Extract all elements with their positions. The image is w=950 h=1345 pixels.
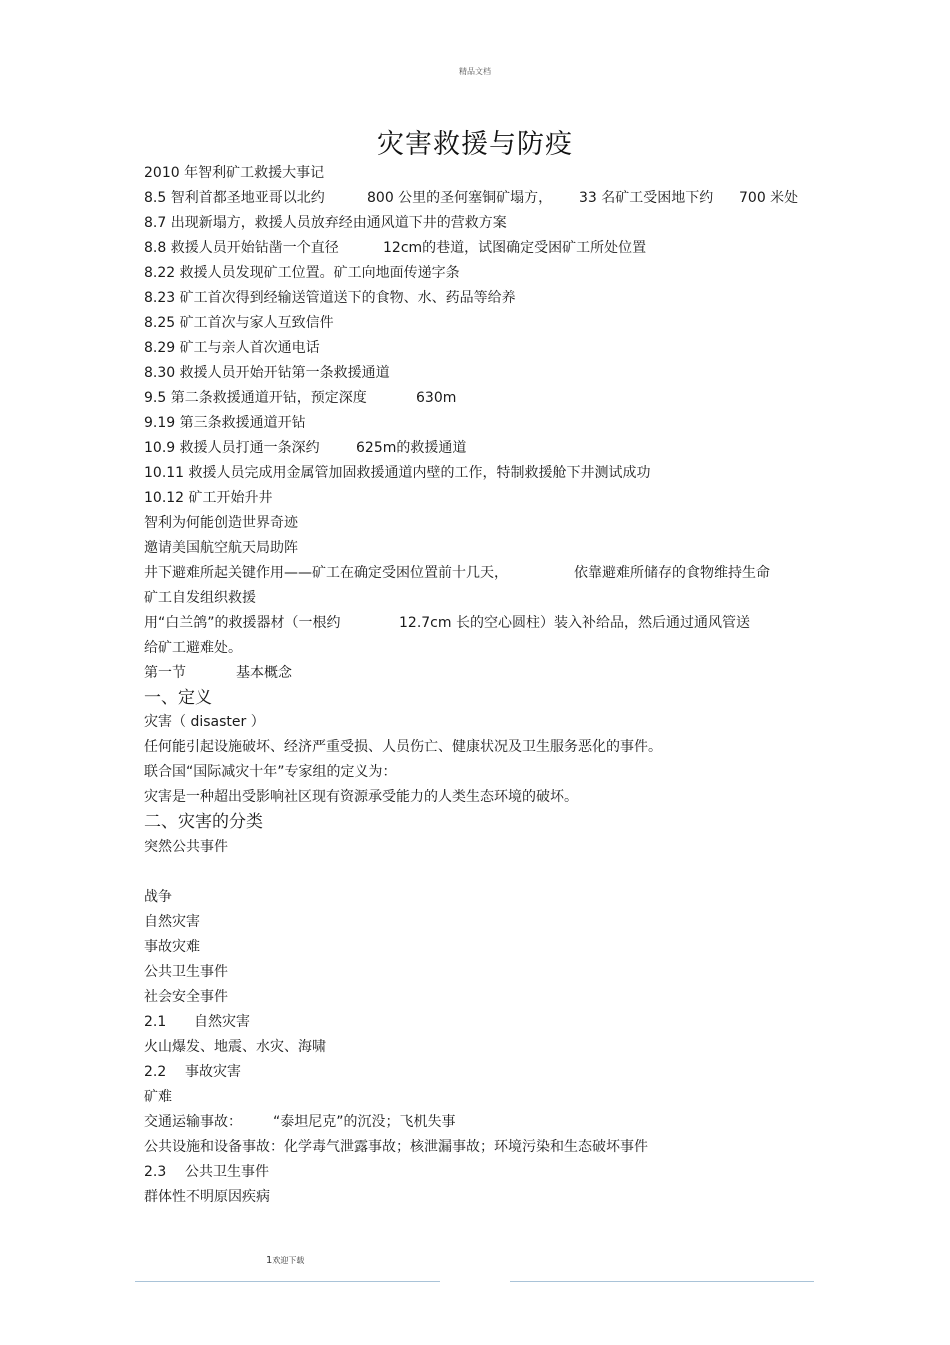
text-segment: 8.25 矿工首次与家人互致信件 [144, 315, 334, 331]
text-segment: 事故灾难 [144, 939, 200, 955]
text-segment: 10.11 救援人员完成用金属管加固救援通道内壁的工作，特制救援舱下井测试成功 [144, 465, 651, 481]
text-segment: 智利为何能创造世界奇迹 [144, 515, 298, 531]
text-segment: 2.3 [144, 1164, 167, 1180]
text-segment: 自然灾害 [144, 914, 200, 930]
text-segment: 二、灾害的分类 [144, 812, 263, 832]
text-segment: 突然公共事件 [144, 839, 228, 855]
text-segment: 事故灾害 [185, 1064, 241, 1080]
text-segment: 8.23 矿工首次得到经输送管道送下的食物、水、药品等给养 [144, 290, 516, 306]
text-segment: 2.1 [144, 1014, 167, 1030]
text-segment: 交通运输事故： [144, 1114, 242, 1130]
text-segment: 邀请美国航空航天局助阵 [144, 540, 298, 556]
text-segment: 8.5 智利首都圣地亚哥以北约 [144, 190, 325, 206]
text-segment: 8.30 救援人员开始开钻第一条救援通道 [144, 365, 390, 381]
text-segment: 依靠避难所储存的食物维持生命 [574, 565, 770, 581]
header-note: 精品文档 [459, 67, 491, 76]
footer-rule-left [135, 1281, 440, 1282]
footer-rule-right [510, 1281, 814, 1282]
text-segment: 公共设施和设备事故：化学毒气泄露事故；核泄漏事故；环境污染和生态破坏事件 [144, 1139, 648, 1155]
text-segment: 战争 [144, 889, 172, 905]
text-segment: 12cm的巷道，试图确定受困矿工所处位置 [383, 240, 647, 256]
text-segment: 灾害是一种超出受影响社区现有资源承受能力的人类生态环境的破坏。 [144, 789, 578, 805]
text-segment: 9.19 第三条救援通道开钻 [144, 415, 306, 431]
text-segment: 公共卫生事件 [144, 964, 228, 980]
text-segment: 12.7cm 长的空心圆柱）装入补给品，然后通过通风管送 [399, 615, 750, 631]
text-segment: 给矿工避难处。 [144, 640, 242, 656]
text-segment: 群体性不明原因疾病 [144, 1189, 270, 1205]
text-segment: 8.22 救援人员发现矿工位置。矿工向地面传递字条 [144, 265, 460, 281]
text-segment: 联合国“国际减灾十年”专家组的定义为： [144, 764, 397, 780]
text-segment: 10.12 矿工开始升井 [144, 490, 273, 506]
text-segment: 井下避难所起关键作用——矿工在确定受困位置前十几天， [144, 565, 508, 581]
text-segment: 任何能引起设施破坏、经济严重受损、人员伤亡、健康状况及卫生服务恶化的事件。 [144, 739, 662, 755]
text-segment: 自然灾害 [194, 1014, 250, 1030]
text-segment: 火山爆发、地震、水灾、海啸 [144, 1039, 326, 1055]
document-title: 灾害救援与防疫 [377, 129, 573, 160]
text-segment: 625m的救援通道 [356, 440, 467, 456]
text-segment: 10.9 救援人员打通一条深约 [144, 440, 320, 456]
text-segment: 700 米处 [739, 190, 799, 206]
text-segment: 基本概念 [236, 665, 292, 681]
text-segment: 800 公里的圣何塞铜矿塌方， [367, 190, 553, 206]
text-segment: 33 名矿工受困地下约 [579, 190, 714, 206]
text-segment: 社会安全事件 [144, 989, 228, 1005]
text-segment: 第一节 [144, 665, 186, 681]
text-segment: 灾害（ disaster ） [144, 714, 265, 730]
page-footer [266, 1255, 304, 1266]
text-segment: 8.7 出现新塌方，救援人员放弃经由通风道下井的营救方案 [144, 215, 507, 231]
text-segment: 一、定义 [144, 688, 212, 708]
text-segment: 2.2 [144, 1064, 167, 1080]
text-segment: 8.29 矿工与亲人首次通电话 [144, 340, 320, 356]
text-segment: 8.8 救援人员开始钻凿一个直径 [144, 240, 339, 256]
text-segment: 公共卫生事件 [185, 1164, 269, 1180]
text-segment: “泰坦尼克”的沉没；飞机失事 [273, 1114, 456, 1130]
footer-text: 欢迎下载 [272, 1256, 305, 1265]
text-segment: 矿难 [144, 1089, 172, 1105]
page-number: 1 [266, 1255, 273, 1266]
text-segment: 矿工自发组织救援 [144, 590, 256, 606]
text-segment: 2010 年智利矿工救援大事记 [144, 165, 325, 181]
text-segment: 630m [416, 390, 457, 406]
text-segment: 用“白兰鸽”的救援器材（一根约 [144, 615, 341, 631]
text-segment: 9.5 第二条救援通道开钻，预定深度 [144, 390, 367, 406]
